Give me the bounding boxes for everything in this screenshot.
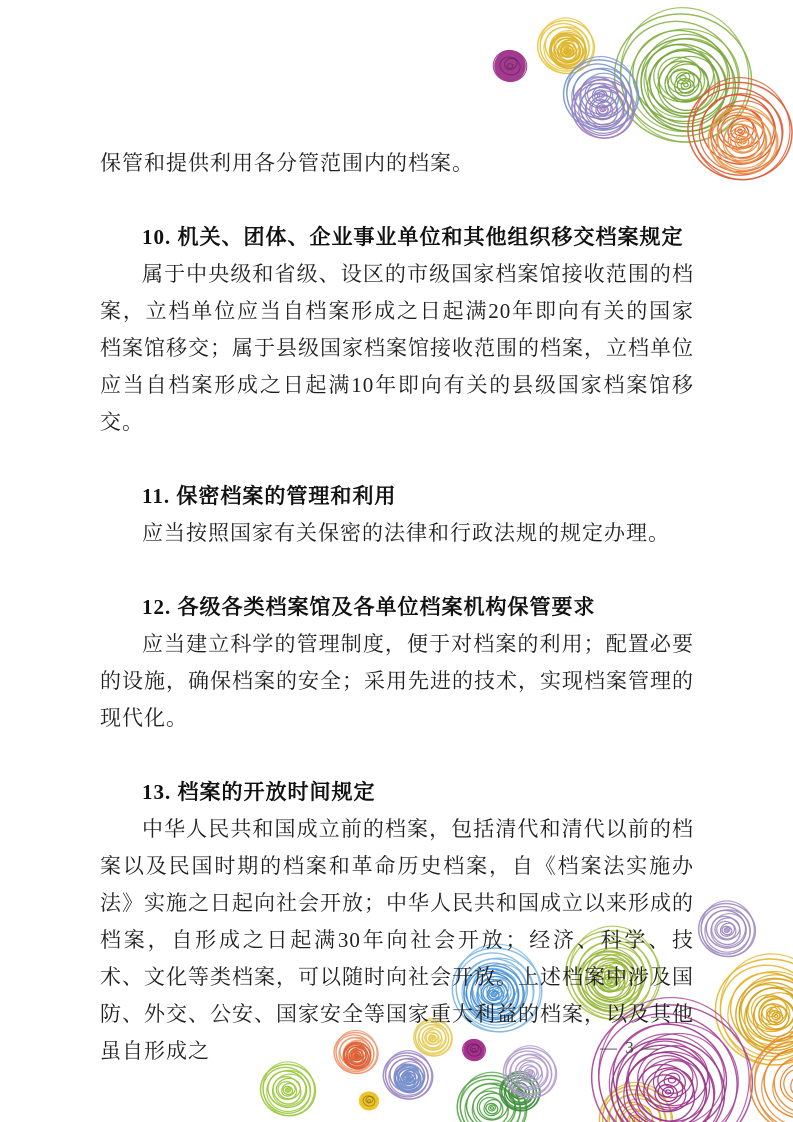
section-10: [100, 219, 694, 441]
page-number: — 3 —: [600, 1038, 661, 1057]
section-12-body: 应当建立科学的管理制度，便于对档案的利用；配置必要的设施，确保档案的安全；采用先进的技术，实现档案管理的现代化。: [100, 632, 694, 730]
paragraph-continuation: 保管和提供利用各分管范围内的档案。: [100, 151, 474, 175]
document-content: [100, 145, 694, 1070]
section-11: [100, 478, 694, 552]
paint-dot: [491, 48, 529, 84]
scribble-circle: [545, 28, 590, 73]
section-11-heading: 11. 保密档案的管理和利用: [142, 484, 397, 508]
section-13: [100, 774, 694, 1070]
section-11-body: 应当按照国家有关保密的法律和行政法规的规定办理。: [142, 521, 670, 545]
section-13-heading: 13. 档案的开放时间规定: [142, 780, 376, 804]
section-12: [100, 589, 694, 737]
section-10-heading: 10. 机关、团体、企业事业单位和其他组织移交档案规定: [142, 225, 684, 249]
section-12-heading: 12. 各级各类档案馆及各单位档案机构保管要求: [142, 595, 596, 619]
section-10-body: 属于中央级和省级、设区的市级国家档案馆接收范围的档案，立档单位应当自档案形成之日起满20年即向有关的国家档案馆移交；属于县级国家档案馆接收范围的档案，立档单位应当自档案形成之日起满10年即向有关的县级国家档案馆移交。: [100, 262, 694, 434]
paint-dot: [358, 1090, 380, 1111]
section-13-body: 中华人民共和国成立前的档案，包括清代和清代以前的档案以及民国时期的档案和革命历史档案，自《档案法实施办法》实施之日起向社会开放；中华人民共和国成立以来形成的档案，自形成之日起满30年向社会开放；经济、科学、技术、文化等类档案，可以随时向社会开放。上述档案中涉及国防、外交、公安、国家安全等国家重大利益的档案，以及其他虽自形成之: [100, 817, 694, 1063]
scribble-circle: [692, 894, 761, 963]
